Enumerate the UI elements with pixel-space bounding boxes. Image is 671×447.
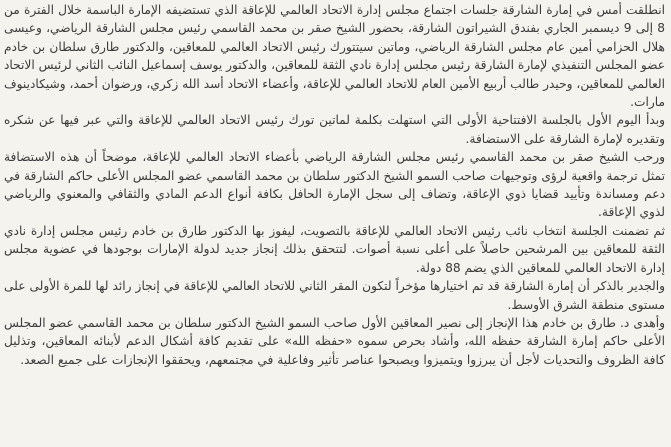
- article-paragraph-3: ورحب الشيخ صقر بن محمد القاسمي رئيس مجلس الشارقة الرياضي بأعضاء الاتحاد العالمي للإعاقة، موضحاً أن هذه الاستضافة تمثل ترجمة واقعية لرؤى وتوجيهات صاحب السمو الشيخ الدكتور سلطان بن محمد القاسمي عضو المجلس الأعلى حاكم الشارقة في دعم ومساندة وتأييد قضايا ذوي الإعاقة، وتضاف إلى سجل الإمارة الحافل بكافة أنواع الدعم المادي والثقافي والمعنوي والرياضي لذوي الإعاقة.: [4, 150, 665, 220]
- article-paragraph-6: وأهدى د. طارق بن خادم هذا الإنجاز إلى نصير المعاقين الأول صاحب السمو الشيخ الدكتور سلطان بن محمد القاسمي عضو المجلس الأعلى حاكم إمارة الشارقة حفظه الله، وأشاد بحرص سموه «حفظه الله» على تقديم كافة أشكال الدعم لأبنائه المعاقين، وتذليل كافة الظروف والتحديات لأجل أن يبرزوا ويتميزوا ويصبحوا عناصر تأثير وفاعلية في مجتمعهم، ويحققوا الإنجازات على جميع الصعد.: [4, 315, 665, 367]
- article-paragraph-2: وبدأ اليوم الأول بالجلسة الافتتاحية الأولى التي استهلت بكلمة لماتين تورك رئيس الاتحاد العالمي للإعاقة والتي عبر فيها عن شكره وتقديره لإمارة الشارقة على الاستضافة.: [4, 113, 665, 146]
- article-paragraph-5: والجدير بالذكر أن إمارة الشارقة قد تم اختيارها مؤخراً لتكون المقر الثاني للاتحاد العالمي للإعاقة في إنجاز رائد لها للمرة الأولى على مستوى منطقة الشرق الأوسط.: [4, 279, 665, 312]
- article-paragraph-4: ثم تضمنت الجلسة انتخاب نائب رئيس الاتحاد العالمي للإعاقة بالتصويت، ليفوز بها الدكتور طارق بن خادم رئيس مجلس إدارة نادي الثقة للمعاقين بين المرشحين حاصلاً على أعلى نسبة أصوات. لتتحقق بذلك إنجاز جديد لدولة الإمارات بوجودها في عضوية مجلس إدارة الاتحاد العالمي للمعاقين الذي يضم 88 دولة.: [4, 223, 665, 275]
- article-paragraph-1: انطلقت أمس في إمارة الشارقة جلسات اجتماع مجلس إدارة الاتحاد العالمي للإعاقة الذي تستضيفه الإمارة الباسمة خلال الفترة من 8 إلى 9 ديسمبر الجاري بفندق الشيراتون الشارقة، بحضور الشيخ صقر بن محمد القاسمي رئيس مجلس الشارقة الرياضي، وعيسى هلال الحزامي أمين عام مجلس الشارقة الرياضي، وماتين سيتتورك رئيس الاتحاد العالمي للمعاقين، والدكتور طارق سلطان بن خادم عضو المجلس التنفيذي لإمارة الشارقة رئيس مجلس إدارة نادي الثقة للمعاقين، والدكتور يوسف إسماعيل النائب الثاني لرئيس الاتحاد العالمي للمعاقين، وحيدر طالب أربيع الأمين العام للاتحاد العالمي للإعاقة، وأعضاء الاتحاد أسد الله زكري، ورضوان أحمد، وشيكادينوف مارات.: [4, 3, 666, 110]
